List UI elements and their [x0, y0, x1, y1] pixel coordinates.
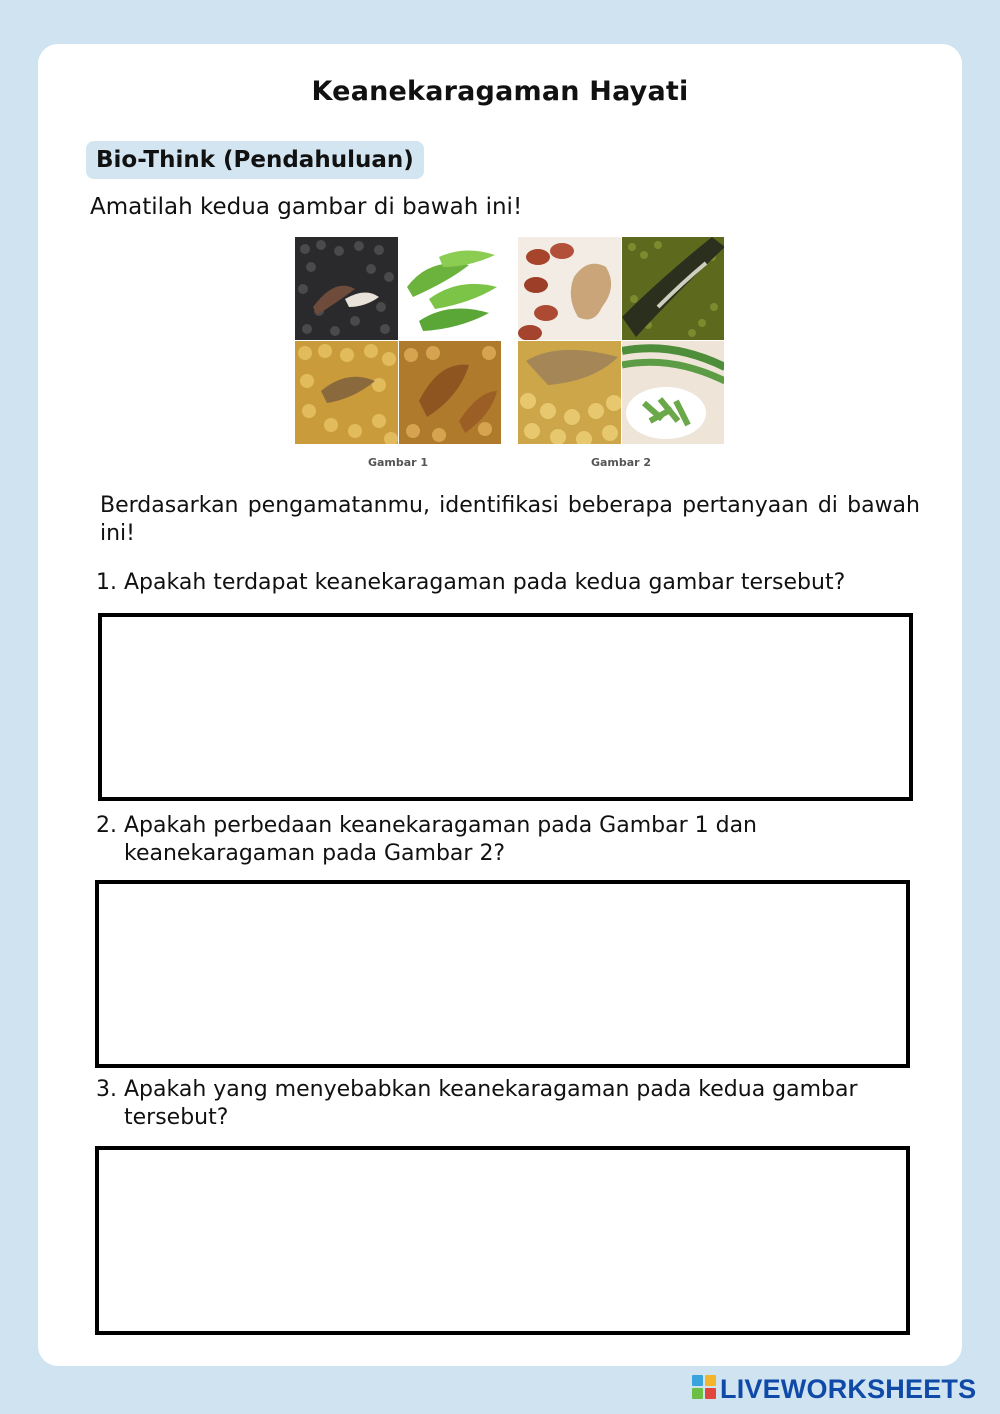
figure-2-caption: Gambar 2: [590, 456, 652, 469]
question-2: [96, 812, 926, 868]
question-number: 3.: [96, 1077, 117, 1102]
lead-text: Berdasarkan pengamatanmu, identifikasi beberapa pertanyaan di bawah ini!: [100, 493, 920, 546]
liveworksheets-brand[interactable]: [692, 1374, 976, 1404]
section-label: Bio-Think (Pendahuluan): [86, 141, 424, 179]
soybean-pods-photo: [399, 341, 502, 444]
black-soybean-photo: [295, 237, 398, 340]
question-number: 1.: [96, 570, 117, 595]
mung-bean-photo: [622, 237, 725, 340]
question-3: [96, 1076, 926, 1132]
answer-box-2[interactable]: [95, 880, 910, 1068]
edamame-photo: [399, 237, 502, 340]
brand-name: LIVEWORKSHEETS: [720, 1373, 977, 1404]
peanut-photo: [518, 237, 621, 340]
question-text: Apakah perbedaan keanekaragaman pada Gambar 1 dan keanekaragaman pada Gambar 2?: [124, 813, 757, 866]
question-number: 2.: [96, 813, 117, 838]
instruction-text: Amatilah kedua gambar di bawah ini!: [90, 194, 523, 220]
question-text: Apakah yang menyebabkan keanekaragaman pada kedua gambar tersebut?: [124, 1077, 858, 1130]
figure-1-photo: [295, 237, 501, 444]
question-text: Apakah terdapat keanekaragaman pada kedua gambar tersebut?: [124, 570, 846, 595]
figure-1: [295, 237, 501, 469]
long-bean-photo: [622, 341, 725, 444]
page-title: Keanekaragaman Hayati: [311, 76, 689, 107]
question-1: [96, 569, 926, 597]
figure-2-photo: [518, 237, 724, 444]
answer-box-1[interactable]: [98, 613, 913, 801]
soybean-photo: [518, 341, 621, 444]
yellow-soybean-photo: [295, 341, 398, 444]
figure-1-caption: Gambar 1: [367, 456, 429, 469]
figure-2: [518, 237, 724, 469]
answer-box-3[interactable]: [95, 1146, 910, 1335]
liveworksheets-logo-icon: [692, 1375, 716, 1403]
